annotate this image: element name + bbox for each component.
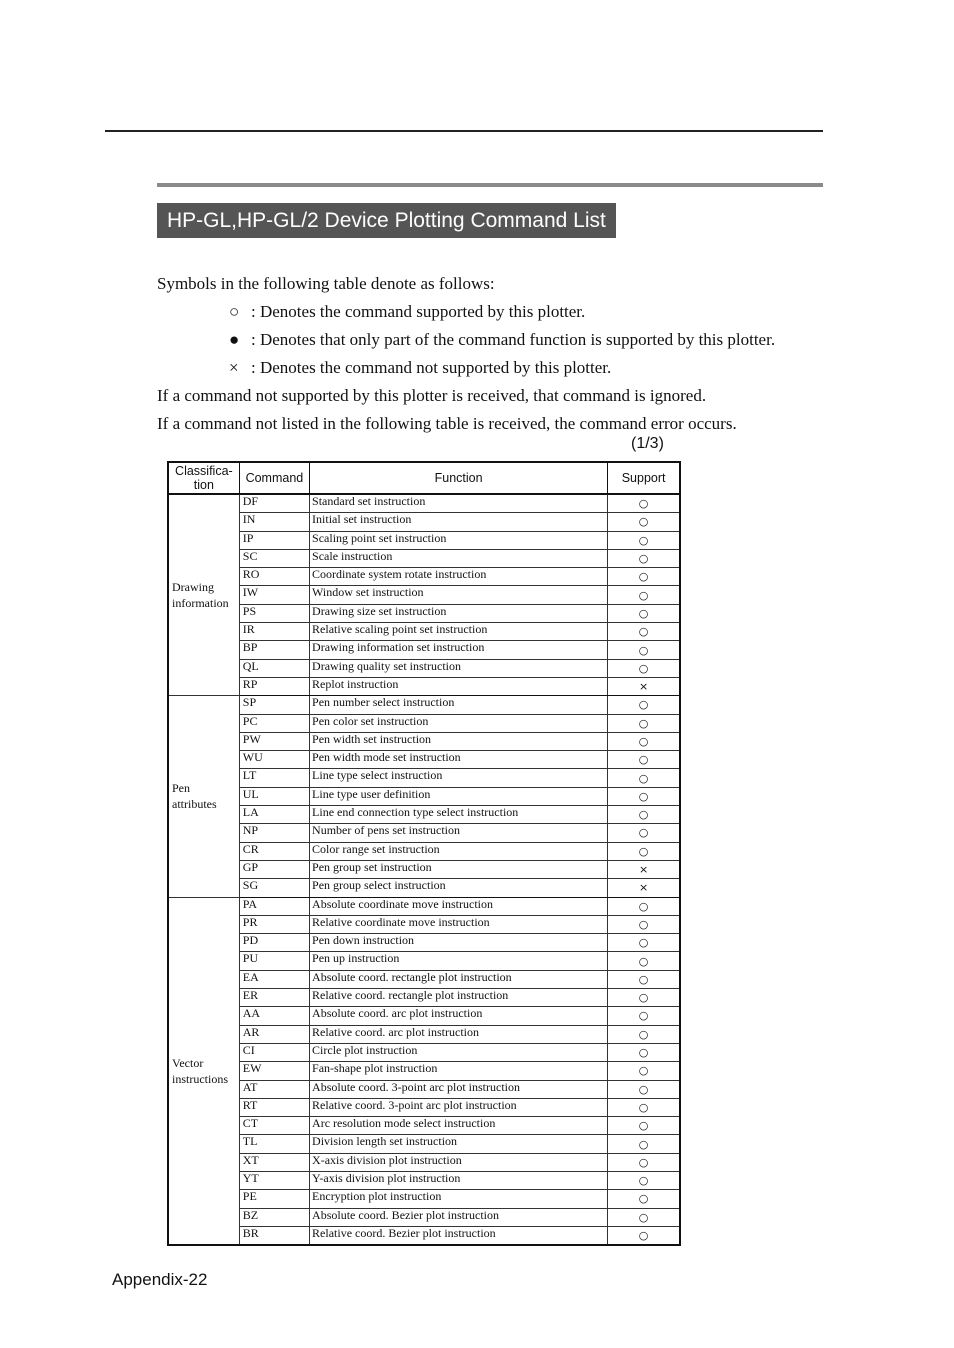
- classification-cell: Pen attributes: [168, 696, 239, 897]
- support-cell: ○: [608, 1117, 680, 1135]
- command-cell: PD: [239, 934, 309, 952]
- support-cell: ○: [608, 659, 680, 677]
- command-cell: PW: [239, 732, 309, 750]
- support-cell: ○: [608, 531, 680, 549]
- intro-line: If a command not supported by this plotter is received, that command is ignored.: [157, 386, 707, 405]
- function-cell: Relative coord. Bezier plot instruction: [310, 1226, 608, 1245]
- support-cell: ○: [608, 1098, 680, 1116]
- command-cell: IW: [239, 586, 309, 604]
- support-cell: ○: [608, 1025, 680, 1043]
- support-cell: ×: [608, 860, 680, 878]
- function-cell: Pen up instruction: [310, 952, 608, 970]
- support-cell: ○: [608, 1007, 680, 1025]
- command-cell: LA: [239, 806, 309, 824]
- support-cell: ○: [608, 1043, 680, 1061]
- support-cell: ×: [608, 677, 680, 695]
- support-cell: ○: [608, 751, 680, 769]
- table-row: [168, 1117, 680, 1135]
- command-cell: CI: [239, 1043, 309, 1061]
- command-cell: BZ: [239, 1208, 309, 1226]
- support-cell: ○: [608, 1135, 680, 1153]
- command-cell: NP: [239, 824, 309, 842]
- table-row: [168, 897, 680, 915]
- support-cell: ○: [608, 915, 680, 933]
- header-support: Support: [608, 462, 680, 494]
- support-cell: ○: [608, 604, 680, 622]
- symbol-legend-partial: [157, 326, 857, 354]
- support-cell: ○: [608, 1171, 680, 1189]
- function-cell: Absolute coordinate move instruction: [310, 897, 608, 915]
- table-row: [168, 677, 680, 695]
- table-row: [168, 1098, 680, 1116]
- table-row: [168, 989, 680, 1007]
- legend-text: : Denotes the command not supported by this plotter.: [251, 358, 612, 377]
- command-cell: LT: [239, 769, 309, 787]
- command-cell: RO: [239, 568, 309, 586]
- function-cell: Pen width mode set instruction: [310, 751, 608, 769]
- support-cell: ○: [608, 586, 680, 604]
- command-cell: YT: [239, 1171, 309, 1189]
- table-row: [168, 568, 680, 586]
- support-cell: ○: [608, 769, 680, 787]
- intro-line: If a command not listed in the following table is received, the command error occurs.: [157, 414, 737, 433]
- command-cell: IN: [239, 513, 309, 531]
- function-cell: Window set instruction: [310, 586, 608, 604]
- command-cell: PU: [239, 952, 309, 970]
- intro-line: Symbols in the following table denote as follows:: [157, 274, 495, 293]
- support-cell: ○: [608, 1226, 680, 1245]
- table-row: [168, 659, 680, 677]
- page-number: Appendix-22: [112, 1270, 208, 1289]
- function-cell: Pen color set instruction: [310, 714, 608, 732]
- function-cell: Line end connection type select instruction: [310, 806, 608, 824]
- table-row: [168, 604, 680, 622]
- support-cell: ○: [608, 513, 680, 531]
- command-cell: IR: [239, 623, 309, 641]
- support-cell: ○: [608, 696, 680, 714]
- function-cell: Encryption plot instruction: [310, 1190, 608, 1208]
- table-row: [168, 879, 680, 897]
- classification-cell: Drawing information: [168, 494, 239, 696]
- table-row: [168, 860, 680, 878]
- command-cell: RP: [239, 677, 309, 695]
- table-row: [168, 787, 680, 805]
- function-cell: Division length set instruction: [310, 1135, 608, 1153]
- function-cell: Relative coordinate move instruction: [310, 915, 608, 933]
- function-cell: Coordinate system rotate instruction: [310, 568, 608, 586]
- function-cell: Absolute coord. rectangle plot instruction: [310, 970, 608, 988]
- command-cell: AR: [239, 1025, 309, 1043]
- command-cell: QL: [239, 659, 309, 677]
- command-cell: PE: [239, 1190, 309, 1208]
- command-cell: DF: [239, 494, 309, 513]
- function-cell: Y-axis division plot instruction: [310, 1171, 608, 1189]
- command-cell: SG: [239, 879, 309, 897]
- command-cell: UL: [239, 787, 309, 805]
- command-cell: RT: [239, 1098, 309, 1116]
- table-row: [168, 1025, 680, 1043]
- table-row: [168, 842, 680, 860]
- table-header-row: [168, 462, 680, 494]
- symbol-legend-supported: [157, 298, 857, 326]
- table-row: [168, 494, 680, 513]
- cross-icon: ×: [229, 358, 239, 377]
- support-cell: ○: [608, 952, 680, 970]
- command-table: [167, 461, 681, 1246]
- support-cell: ○: [608, 568, 680, 586]
- command-cell: EA: [239, 970, 309, 988]
- table-row: [168, 549, 680, 567]
- function-cell: Pen number select instruction: [310, 696, 608, 714]
- function-cell: Line type user definition: [310, 787, 608, 805]
- circle-open-icon: ○: [229, 302, 240, 321]
- symbol-legend-unsupported: [157, 354, 857, 382]
- header-command: Command: [239, 462, 309, 494]
- support-cell: ○: [608, 824, 680, 842]
- command-cell: GP: [239, 860, 309, 878]
- function-cell: Absolute coord. Bezier plot instruction: [310, 1208, 608, 1226]
- command-cell: IP: [239, 531, 309, 549]
- table-row: [168, 1135, 680, 1153]
- function-cell: X-axis division plot instruction: [310, 1153, 608, 1171]
- legend-text: : Denotes that only part of the command function is supported by this plotter.: [251, 330, 776, 349]
- table-row: [168, 824, 680, 842]
- table-row: [168, 915, 680, 933]
- support-cell: ○: [608, 934, 680, 952]
- support-cell: ○: [608, 842, 680, 860]
- table-row: [168, 1190, 680, 1208]
- table-row: [168, 934, 680, 952]
- support-cell: ○: [608, 641, 680, 659]
- table-row: [168, 586, 680, 604]
- table-row: [168, 970, 680, 988]
- table-row: [168, 1043, 680, 1061]
- header-function: Function: [310, 462, 608, 494]
- support-cell: ○: [608, 970, 680, 988]
- command-cell: AT: [239, 1080, 309, 1098]
- command-cell: PC: [239, 714, 309, 732]
- command-cell: AA: [239, 1007, 309, 1025]
- command-cell: CR: [239, 842, 309, 860]
- function-cell: Pen width set instruction: [310, 732, 608, 750]
- function-cell: Absolute coord. 3-point arc plot instruction: [310, 1080, 608, 1098]
- function-cell: Relative coord. arc plot instruction: [310, 1025, 608, 1043]
- command-cell: ER: [239, 989, 309, 1007]
- support-cell: ○: [608, 1190, 680, 1208]
- function-cell: Scale instruction: [310, 549, 608, 567]
- table-row: [168, 769, 680, 787]
- function-cell: Relative coord. rectangle plot instruction: [310, 989, 608, 1007]
- table-row: [168, 806, 680, 824]
- intro-text: [157, 270, 857, 438]
- command-cell: SC: [239, 549, 309, 567]
- function-cell: Initial set instruction: [310, 513, 608, 531]
- table-row: [168, 714, 680, 732]
- function-cell: Pen down instruction: [310, 934, 608, 952]
- classification-cell: Vector instructions: [168, 897, 239, 1245]
- function-cell: Pen group select instruction: [310, 879, 608, 897]
- support-cell: ○: [608, 1208, 680, 1226]
- command-cell: WU: [239, 751, 309, 769]
- function-cell: Color range set instruction: [310, 842, 608, 860]
- table-row: [168, 1226, 680, 1245]
- command-cell: CT: [239, 1117, 309, 1135]
- table-row: [168, 732, 680, 750]
- command-cell: SP: [239, 696, 309, 714]
- function-cell: Circle plot instruction: [310, 1043, 608, 1061]
- command-cell: BP: [239, 641, 309, 659]
- command-cell: BR: [239, 1226, 309, 1245]
- support-cell: ○: [608, 787, 680, 805]
- table-row: [168, 696, 680, 714]
- function-cell: Arc resolution mode select instruction: [310, 1117, 608, 1135]
- table-row: [168, 952, 680, 970]
- function-cell: Relative coord. 3-point arc plot instruction: [310, 1098, 608, 1116]
- support-cell: ○: [608, 714, 680, 732]
- support-cell: ×: [608, 879, 680, 897]
- top-rule: [105, 130, 823, 132]
- command-cell: PR: [239, 915, 309, 933]
- function-cell: Drawing size set instruction: [310, 604, 608, 622]
- function-cell: Fan-shape plot instruction: [310, 1062, 608, 1080]
- function-cell: Number of pens set instruction: [310, 824, 608, 842]
- table-row: [168, 513, 680, 531]
- function-cell: Replot instruction: [310, 677, 608, 695]
- table-row: [168, 1062, 680, 1080]
- support-cell: ○: [608, 989, 680, 1007]
- function-cell: Scaling point set instruction: [310, 531, 608, 549]
- page-indicator: (1/3): [631, 435, 664, 452]
- table-row: [168, 531, 680, 549]
- support-cell: ○: [608, 806, 680, 824]
- header-classification: Classifica-tion: [168, 462, 239, 494]
- function-cell: Line type select instruction: [310, 769, 608, 787]
- support-cell: ○: [608, 494, 680, 513]
- support-cell: ○: [608, 1153, 680, 1171]
- table-body: [168, 494, 680, 1245]
- table-row: [168, 1208, 680, 1226]
- table-row: [168, 623, 680, 641]
- section-rule: [157, 183, 823, 187]
- page-title: HP-GL,HP-GL/2 Device Plotting Command List: [157, 203, 616, 238]
- support-cell: ○: [608, 549, 680, 567]
- table-row: [168, 641, 680, 659]
- support-cell: ○: [608, 1080, 680, 1098]
- function-cell: Absolute coord. arc plot instruction: [310, 1007, 608, 1025]
- table-row: [168, 1153, 680, 1171]
- support-cell: ○: [608, 623, 680, 641]
- support-cell: ○: [608, 732, 680, 750]
- function-cell: Drawing quality set instruction: [310, 659, 608, 677]
- table-row: [168, 751, 680, 769]
- legend-text: : Denotes the command supported by this plotter.: [251, 302, 586, 321]
- table-row: [168, 1007, 680, 1025]
- support-cell: ○: [608, 1062, 680, 1080]
- support-cell: ○: [608, 897, 680, 915]
- command-cell: PA: [239, 897, 309, 915]
- table-row: [168, 1080, 680, 1098]
- circle-filled-icon: ●: [229, 330, 240, 349]
- table-row: [168, 1171, 680, 1189]
- function-cell: Standard set instruction: [310, 494, 608, 513]
- command-cell: XT: [239, 1153, 309, 1171]
- command-cell: TL: [239, 1135, 309, 1153]
- function-cell: Relative scaling point set instruction: [310, 623, 608, 641]
- command-cell: EW: [239, 1062, 309, 1080]
- function-cell: Drawing information set instruction: [310, 641, 608, 659]
- function-cell: Pen group set instruction: [310, 860, 608, 878]
- command-cell: PS: [239, 604, 309, 622]
